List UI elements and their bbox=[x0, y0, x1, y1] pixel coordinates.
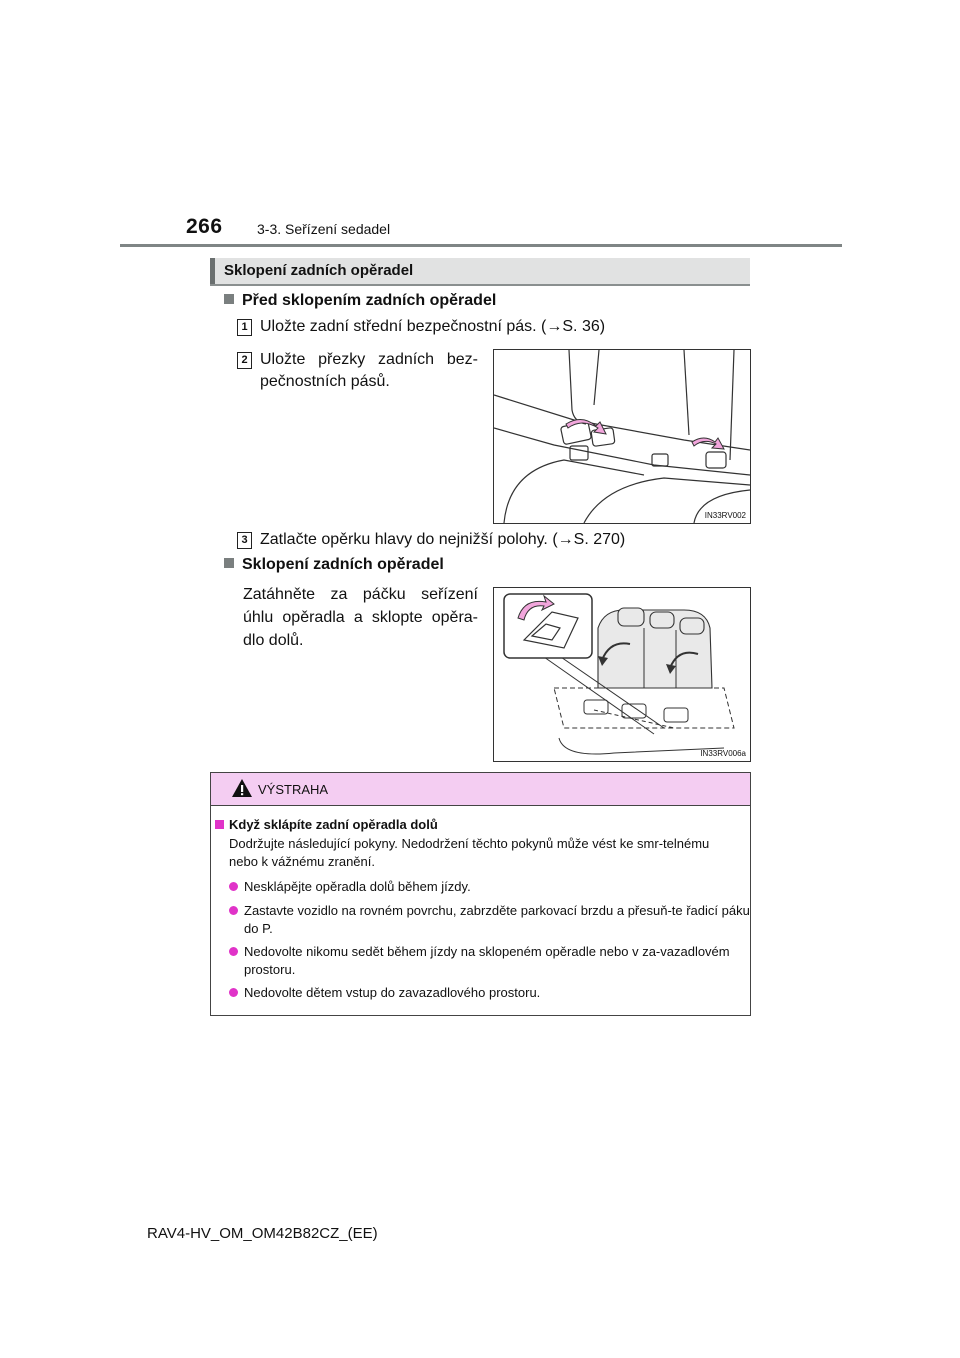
warning-item-3 bbox=[229, 943, 756, 979]
warning-triangle-icon bbox=[231, 778, 253, 798]
warning-box bbox=[210, 772, 751, 1016]
warning-item-text: Nesklápějte opěradla dolů během jízdy. bbox=[244, 879, 471, 894]
header-divider bbox=[120, 244, 842, 247]
square-bullet-icon bbox=[224, 558, 234, 568]
warning-item-2 bbox=[229, 902, 756, 938]
bullet-dot-icon bbox=[229, 906, 238, 915]
warning-item-text: Nedovolte dětem vstup do zavazadlového prostoru. bbox=[244, 985, 541, 1000]
warning-header bbox=[211, 773, 750, 806]
square-bullet-icon bbox=[215, 820, 224, 829]
folding-instruction-text: Zatáhněte za páčku seřízení úhlu opěradla a sklopte opěra-dlo dolů. bbox=[243, 586, 478, 649]
warning-item-text: Nedovolte nikomu sedět během jízdy na sklopeném opěradle nebo v za-vazadlovém prostoru. bbox=[244, 944, 730, 977]
step-text-2: Uložte přezky zadních bez-pečnostních pásů. bbox=[260, 351, 478, 390]
warning-intro: Dodržujte následující pokyny. Nedodržení těchto pokynů může vést ke smr-telnému nebo k vážnému zranění. bbox=[229, 836, 710, 869]
subsection-heading-text: Před sklopením zadních opěradel bbox=[242, 292, 497, 309]
subsection-heading-folding bbox=[224, 556, 444, 574]
section-header: 3-3. Seřízení sedadel bbox=[257, 221, 391, 237]
subsection-heading-text: Sklopení zadních opěradel bbox=[242, 556, 444, 573]
step-number-2: 2 bbox=[237, 352, 252, 369]
step-text-1: Uložte zadní střední bezpečnostní pás. (→S. 36) bbox=[260, 318, 606, 335]
section-title-accent bbox=[210, 258, 215, 284]
warning-item-4 bbox=[229, 984, 741, 1002]
step-number-1: 1 bbox=[237, 319, 252, 336]
document-footer-code: RAV4-HV_OM_OM42B82CZ_(EE) bbox=[147, 1225, 378, 1242]
bullet-dot-icon bbox=[229, 947, 238, 956]
warning-heading-text: Když sklápíte zadní opěradla dolů bbox=[229, 817, 438, 832]
figure-code: IN33RV006a bbox=[700, 749, 746, 758]
subsection-heading-before-folding bbox=[224, 292, 496, 310]
folding-seatbacks-illustration bbox=[494, 588, 750, 761]
warning-heading bbox=[215, 816, 438, 834]
bullet-dot-icon bbox=[229, 988, 238, 997]
step-number-3: 3 bbox=[237, 532, 252, 549]
page-number: 266 bbox=[186, 215, 223, 238]
warning-title: VÝSTRAHA bbox=[258, 782, 329, 797]
warning-item-text: Zastavte vozidlo na rovném povrchu, zabrzděte parkovací brzdu a přesuň-te řadicí páku do P. bbox=[244, 903, 750, 936]
step-text-3: Zatlačte opěrku hlavy do nejnižší polohy. (→S. 270) bbox=[260, 531, 626, 548]
figure-seat-belt-buckles bbox=[493, 349, 751, 524]
bullet-dot-icon bbox=[229, 882, 238, 891]
seat-belt-buckles-illustration bbox=[494, 350, 750, 523]
figure-code: IN33RV002 bbox=[704, 511, 746, 520]
warning-item-1 bbox=[229, 878, 741, 896]
square-bullet-icon bbox=[224, 294, 234, 304]
figure-folding-seatbacks bbox=[493, 587, 751, 762]
section-title: Sklopení zadních opěradel bbox=[224, 262, 414, 279]
section-title-bar bbox=[210, 258, 750, 286]
